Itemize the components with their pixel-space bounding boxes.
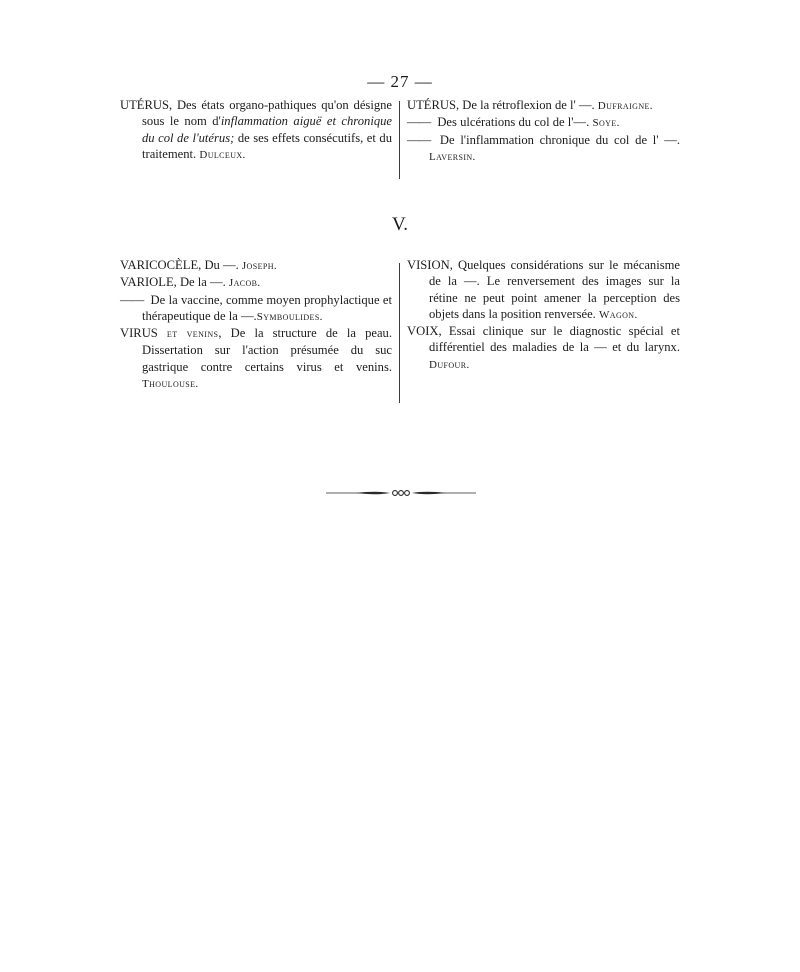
entry-text: , De la structure de la peau. Dissertation sur l'action présumée du suc gastrique contre certains virus et venins.: [142, 326, 392, 374]
index-entry: [120, 97, 392, 163]
entry-text: de ses effets consécutifs, et du traitement.: [142, 130, 392, 161]
right-column: [407, 97, 680, 165]
left-column: [120, 97, 392, 163]
entry-headword: VARIOLE: [120, 275, 174, 290]
entry-text: , Essai clinique sur le diagnostic spécial et différentiel des maladies de la — et du larynx.: [429, 324, 680, 355]
entry-author: Wagon.: [598, 308, 638, 321]
section-heading: V.: [391, 214, 409, 235]
entry-author: Symboulides.: [256, 310, 323, 323]
ornament-rule: [326, 487, 476, 499]
entry-text: De la vaccine, comme moyen prophylactique et thérapeutique de la —.: [142, 292, 392, 323]
entry-text: Des ulcérations du col de l'—.: [434, 115, 593, 130]
right-column: [407, 257, 680, 373]
column-divider: [399, 101, 400, 179]
entry-text: , Du —.: [198, 258, 242, 272]
entry-headword-suffix: et venins: [157, 328, 219, 341]
page-number: — 27 —: [367, 72, 433, 91]
index-entry: [407, 323, 680, 373]
entry-text: , De la rétroflexion de l' —.: [455, 98, 598, 112]
index-subentry: [120, 292, 392, 326]
entry-author: Thoulouse.: [142, 378, 199, 391]
entry-italic-text: inflammation aiguë et chronique du col de l'utérus;: [142, 114, 393, 145]
entry-author: Soye.: [592, 117, 620, 130]
entry-author: Dufour.: [429, 358, 470, 371]
entry-headword: UTÉRUS: [120, 98, 169, 112]
entry-dash: ——: [120, 292, 144, 307]
entry-text: , Quelques considérations sur le mécanisme de la —. Le renversement des images sur la rétine ne peut point amener la perception des objets dans la position renversée.: [429, 258, 680, 321]
entry-headword: VARICOCÈLE: [120, 258, 199, 272]
entry-dash: ——: [407, 115, 431, 130]
entry-headword: VOIX: [407, 324, 439, 339]
entry-headword: VISION: [407, 258, 450, 272]
entry-author: Joseph.: [241, 260, 278, 272]
entry-dash: ——: [407, 132, 431, 147]
entry-text: , Des états organo-pathiques qu'on désigne sous le nom d': [142, 98, 392, 129]
entry-author: Dulceux.: [199, 148, 246, 161]
index-entry: [120, 257, 392, 274]
entry-headword: UTÉRUS: [407, 98, 456, 112]
column-divider: [399, 263, 400, 403]
left-column: [120, 257, 392, 392]
index-entry: [407, 97, 680, 114]
index-entry: [120, 274, 392, 291]
entry-text: De l'inflammation chronique du col de l' —.: [434, 132, 680, 147]
index-subentry: [407, 132, 680, 166]
entry-text: , De la —.: [173, 275, 229, 290]
entry-headword: VIRUS: [120, 326, 158, 341]
index-subentry: [407, 114, 680, 131]
entry-author: Dufraigne.: [597, 100, 653, 112]
index-entry: [120, 325, 392, 392]
entry-author: Laversin.: [429, 150, 476, 163]
entry-author: Jacob.: [228, 277, 261, 290]
index-entry: [407, 257, 680, 323]
